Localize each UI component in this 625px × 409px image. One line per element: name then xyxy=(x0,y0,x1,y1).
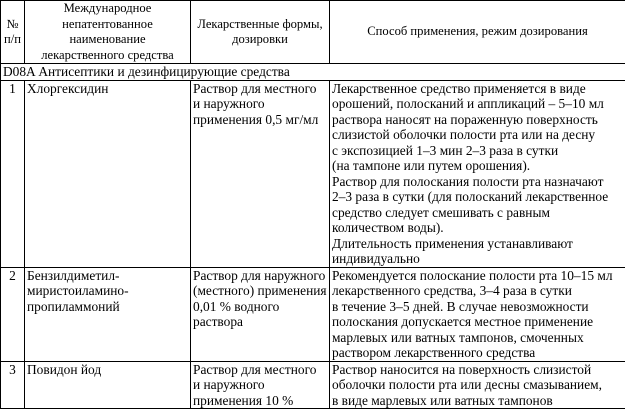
usage-line: с экспозицией 1–3 мин 2–3 раза в сутки xyxy=(332,143,623,159)
usage-line: лекарственного средства, 3–4 раза в сутки xyxy=(332,283,623,299)
section-label: D08A Антисептики и дезинфицирующие средства xyxy=(1,64,625,81)
dosage-forms-line: раствора xyxy=(193,314,327,330)
usage-line: 2–3 раза в сутки (для полосканий лекарственное xyxy=(332,189,623,205)
usage-line: марлевых или ватных тампонов, смоченных xyxy=(332,330,623,346)
dosage-forms-cell xyxy=(191,80,330,267)
usage-cell xyxy=(330,267,625,361)
header-drug-name-line: лекарственного средства xyxy=(27,48,188,64)
header-number-line: п/п xyxy=(3,32,22,48)
usage-line: Рекомендуется полоскание полости рта 10–15 мл xyxy=(332,268,623,284)
dosage-forms-line: 0,01 % водного xyxy=(193,299,327,315)
dosage-forms-line: Раствор для местного xyxy=(193,81,327,97)
header-number xyxy=(1,1,25,64)
dosage-forms-line: (местного) применения xyxy=(193,283,327,299)
header-drug-name xyxy=(25,1,191,64)
header-dosage-forms xyxy=(191,1,330,64)
usage-line: индивидуально xyxy=(332,251,623,267)
header-dosage-forms-line: Лекарственные формы, xyxy=(193,17,327,33)
usage-cell xyxy=(330,361,625,409)
drug-name-line: миристоиламино- xyxy=(27,283,188,299)
usage-line: количеством воды). xyxy=(332,220,623,236)
header-usage-line: Способ применения, режим дозирования xyxy=(332,24,623,40)
dosage-forms-line: применения 0,5 мг/мл xyxy=(193,112,327,128)
dosage-forms-line: применения 10 % xyxy=(193,393,327,409)
row-number: 3 xyxy=(1,361,25,409)
usage-line: полоскания допускается местное применение xyxy=(332,314,623,330)
usage-line: оболочки полости рта или десны смазыванием, xyxy=(332,377,623,393)
usage-cell xyxy=(330,80,625,267)
table-row xyxy=(1,361,625,409)
usage-line: (на тампоне или путем орошения). xyxy=(332,158,623,174)
usage-line: орошений, полосканий и аппликаций – 5–10 мл xyxy=(332,96,623,112)
table-row xyxy=(1,80,625,267)
dosage-forms-cell xyxy=(191,267,330,361)
table-row xyxy=(1,267,625,361)
usage-line: в течение 3–5 дней. В случае невозможности xyxy=(332,299,623,315)
drug-name-cell xyxy=(25,361,191,409)
section-row xyxy=(1,64,625,81)
header-drug-name-line: наименование xyxy=(27,32,188,48)
header-number-line: № xyxy=(3,17,22,33)
header-drug-name-line: Международное xyxy=(27,1,188,17)
usage-line: Раствор для полоскания полости рта назначают xyxy=(332,174,623,190)
dosage-forms-line: Раствор для местного xyxy=(193,362,327,378)
dosage-forms-line: и наружного xyxy=(193,96,327,112)
usage-line: слизистой оболочки полости рта или на десну xyxy=(332,127,623,143)
usage-line: Лекарственное средство применяется в виде xyxy=(332,81,623,97)
drug-name-cell xyxy=(25,80,191,267)
header-drug-name-line: непатентованное xyxy=(27,17,188,33)
usage-line: в виде марлевых или ватных тампонов xyxy=(332,393,623,409)
usage-line: Длительность применения устанавливают xyxy=(332,236,623,252)
drug-name-line: Хлоргексидин xyxy=(27,81,188,97)
dosage-forms-cell xyxy=(191,361,330,409)
row-number: 1 xyxy=(1,80,25,267)
usage-line: Раствор наносится на поверхность слизистой xyxy=(332,362,623,378)
drug-name-cell xyxy=(25,267,191,361)
header-dosage-forms-line: дозировки xyxy=(193,32,327,48)
dosage-forms-line: и наружного xyxy=(193,377,327,393)
dosage-forms-line: Раствор для наружного xyxy=(193,268,327,284)
usage-line: раствора наносят на пораженную поверхность xyxy=(332,112,623,128)
usage-line: средство следует смешивать с равным xyxy=(332,205,623,221)
drug-name-line: пропиламмоний xyxy=(27,299,188,315)
drug-name-line: Повидон йод xyxy=(27,362,188,378)
row-number: 2 xyxy=(1,267,25,361)
usage-line: раствором лекарственного средства xyxy=(332,345,623,361)
header-usage xyxy=(330,1,625,64)
drug-name-line: Бензилдиметил- xyxy=(27,268,188,284)
header-row xyxy=(1,1,625,64)
